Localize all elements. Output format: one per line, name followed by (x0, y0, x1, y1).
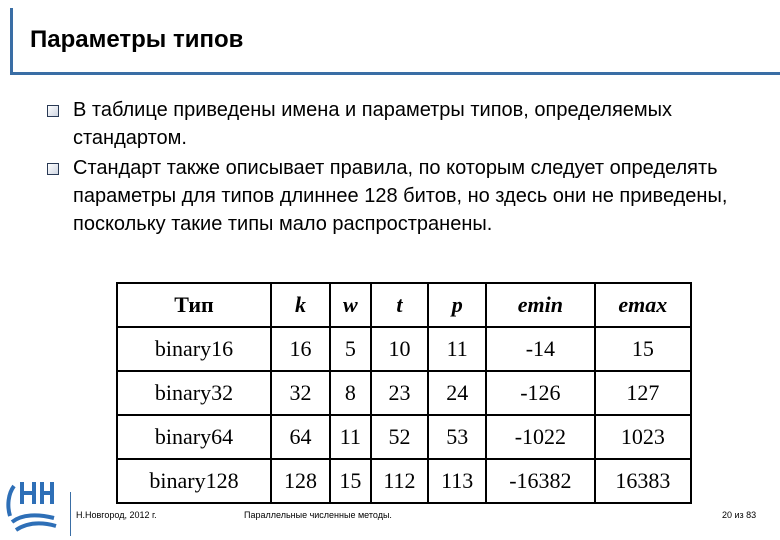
cell-w: 15 (330, 459, 371, 503)
footer-page-number: 20 из 83 (722, 510, 757, 520)
cell-type: binary64 (117, 415, 271, 459)
cell-emax: 127 (595, 371, 691, 415)
bullet-text: В таблице приведены имена и параметры типов, определяемых стандартом. (73, 99, 673, 149)
bullet-item (42, 96, 732, 152)
header-w: w (330, 283, 371, 327)
header-emin: emin (486, 283, 595, 327)
cell-w: 5 (330, 327, 371, 371)
table-row (117, 459, 691, 503)
table-header-row (117, 283, 691, 327)
university-logo-icon (4, 478, 60, 536)
cell-emin: -1022 (486, 415, 595, 459)
cell-p: 53 (428, 415, 486, 459)
table-row (117, 327, 691, 371)
square-bullet-icon (47, 163, 59, 175)
cell-w: 8 (330, 371, 371, 415)
cell-emax: 16383 (595, 459, 691, 503)
cell-k: 64 (271, 415, 330, 459)
header-p: p (428, 283, 486, 327)
cell-emin: -14 (486, 327, 595, 371)
slide-title: Параметры типов (30, 26, 244, 53)
type-params-table (116, 282, 692, 504)
cell-t: 10 (371, 327, 429, 371)
table-row (117, 415, 691, 459)
cell-type: binary128 (117, 459, 271, 503)
footer-place-year: Н.Новгород, 2012 г. (76, 510, 157, 520)
header-emax: emax (595, 283, 691, 327)
footer-divider (70, 492, 71, 536)
header-t: t (371, 283, 429, 327)
cell-k: 16 (271, 327, 330, 371)
bullet-text: Стандарт также описывает правила, по которым следует определять параметры для типов длиннее 128 битов, но здесь они не приведены, поскольку такие типы мало распространены. (73, 157, 728, 235)
header-k: k (271, 283, 330, 327)
table-row (117, 371, 691, 415)
cell-p: 24 (428, 371, 486, 415)
cell-type: binary16 (117, 327, 271, 371)
cell-p: 113 (428, 459, 486, 503)
header-type: Тип (117, 283, 271, 327)
cell-t: 112 (371, 459, 429, 503)
cell-k: 128 (271, 459, 330, 503)
cell-w: 11 (330, 415, 371, 459)
square-bullet-icon (47, 105, 59, 117)
cell-t: 52 (371, 415, 429, 459)
cell-emin: -126 (486, 371, 595, 415)
cell-emax: 15 (595, 327, 691, 371)
cell-emax: 1023 (595, 415, 691, 459)
cell-emin: -16382 (486, 459, 595, 503)
bullet-item (42, 154, 732, 238)
bullet-list (42, 96, 732, 240)
footer-course: Параллельные численные методы. (244, 510, 392, 520)
title-accent-left (10, 8, 13, 74)
title-accent-underline (10, 72, 780, 75)
cell-k: 32 (271, 371, 330, 415)
cell-p: 11 (428, 327, 486, 371)
cell-type: binary32 (117, 371, 271, 415)
cell-t: 23 (371, 371, 429, 415)
